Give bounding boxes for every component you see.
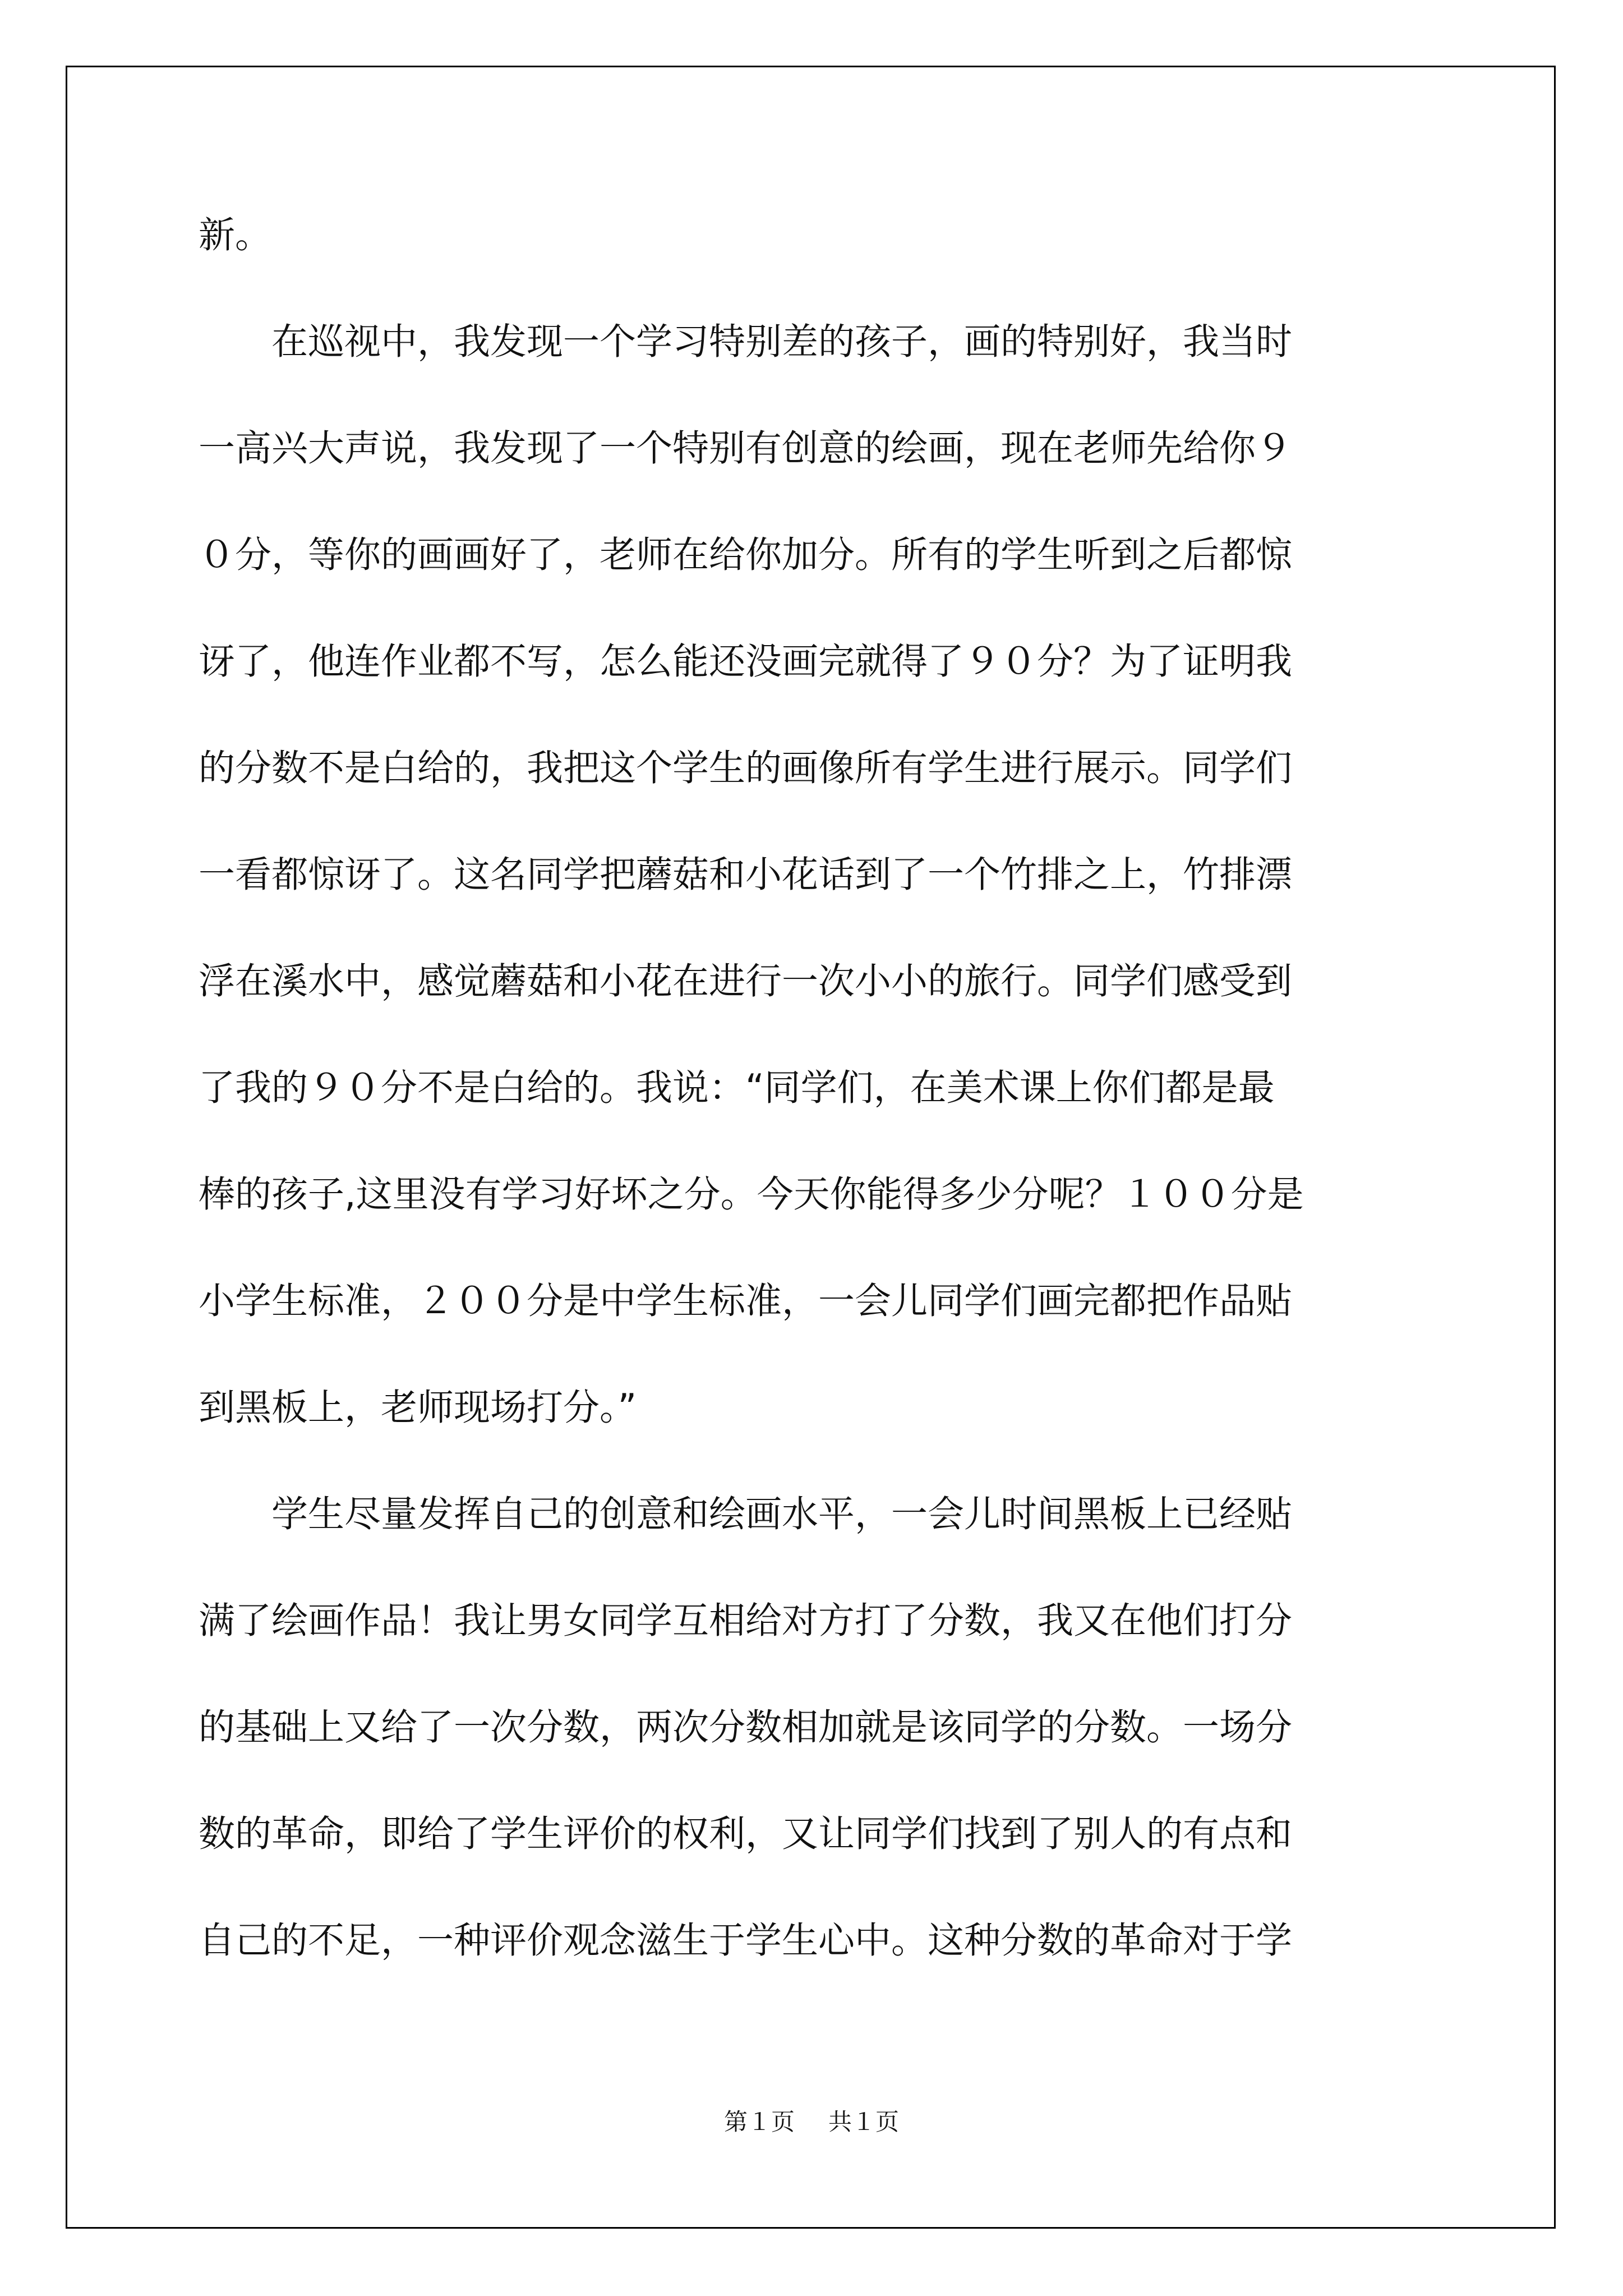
text-line: 了我的９０分不是白给的。我说：“同学们，在美术课上你们都是最 [199,1067,1275,1109]
text-line: 一看都惊讶了。这名同学把蘑菇和小花话到了一个竹排之上，竹排漂 [199,854,1293,896]
page-total: 共１页 [828,2108,900,2136]
text-line: 小学生标准，２００分是中学生标准，一会儿同学们画完都把作品贴 [199,1280,1293,1322]
text-line: 到黑板上，老师现场打分。” [199,1387,637,1429]
text-line: 学生尽量发挥自己的创意和绘画水平，一会儿时间黑板上已经贴 [199,1493,1293,1535]
text-line: 的基础上又给了一次分数，两次分数相加就是该同学的分数。一场分 [199,1706,1293,1749]
text-line: 一高兴大声说，我发现了一个特别有创意的绘画，现在老师先给你９ [199,427,1293,470]
text-line: 自己的不足，一种评价观念滋生于学生心中。这种分数的革命对于学 [199,1920,1293,1962]
page-footer [0,2104,1623,2137]
text-line: 棒的孩子,这里没有学习好坏之分。今天你能得多少分呢？１００分是 [199,1174,1304,1216]
text-line: 浮在溪水中，感觉蘑菇和小花在进行一次小小的旅行。同学们感受到 [199,960,1293,1002]
text-line: 满了绘画作品！我让男女同学互相给对方打了分数，我又在他们打分 [199,1600,1293,1642]
text-line: 数的革命，即给了学生评价的权利，又让同学们找到了别人的有点和 [199,1813,1293,1855]
text-line: 的分数不是白给的，我把这个学生的画像所有学生进行展示。同学们 [199,747,1293,789]
text-line: 讶了，他连作业都不写，怎么能还没画完就得了９０分？为了证明我 [199,641,1293,683]
page-number: 第１页 [723,2108,795,2136]
text-line: 新。 [199,214,272,256]
text-line: ０分，等你的画画好了，老师在给你加分。所有的学生听到之后都惊 [199,534,1293,576]
page-border [66,66,1556,2229]
text-line: 在巡视中，我发现一个学习特别差的孩子，画的特别好，我当时 [199,321,1293,363]
